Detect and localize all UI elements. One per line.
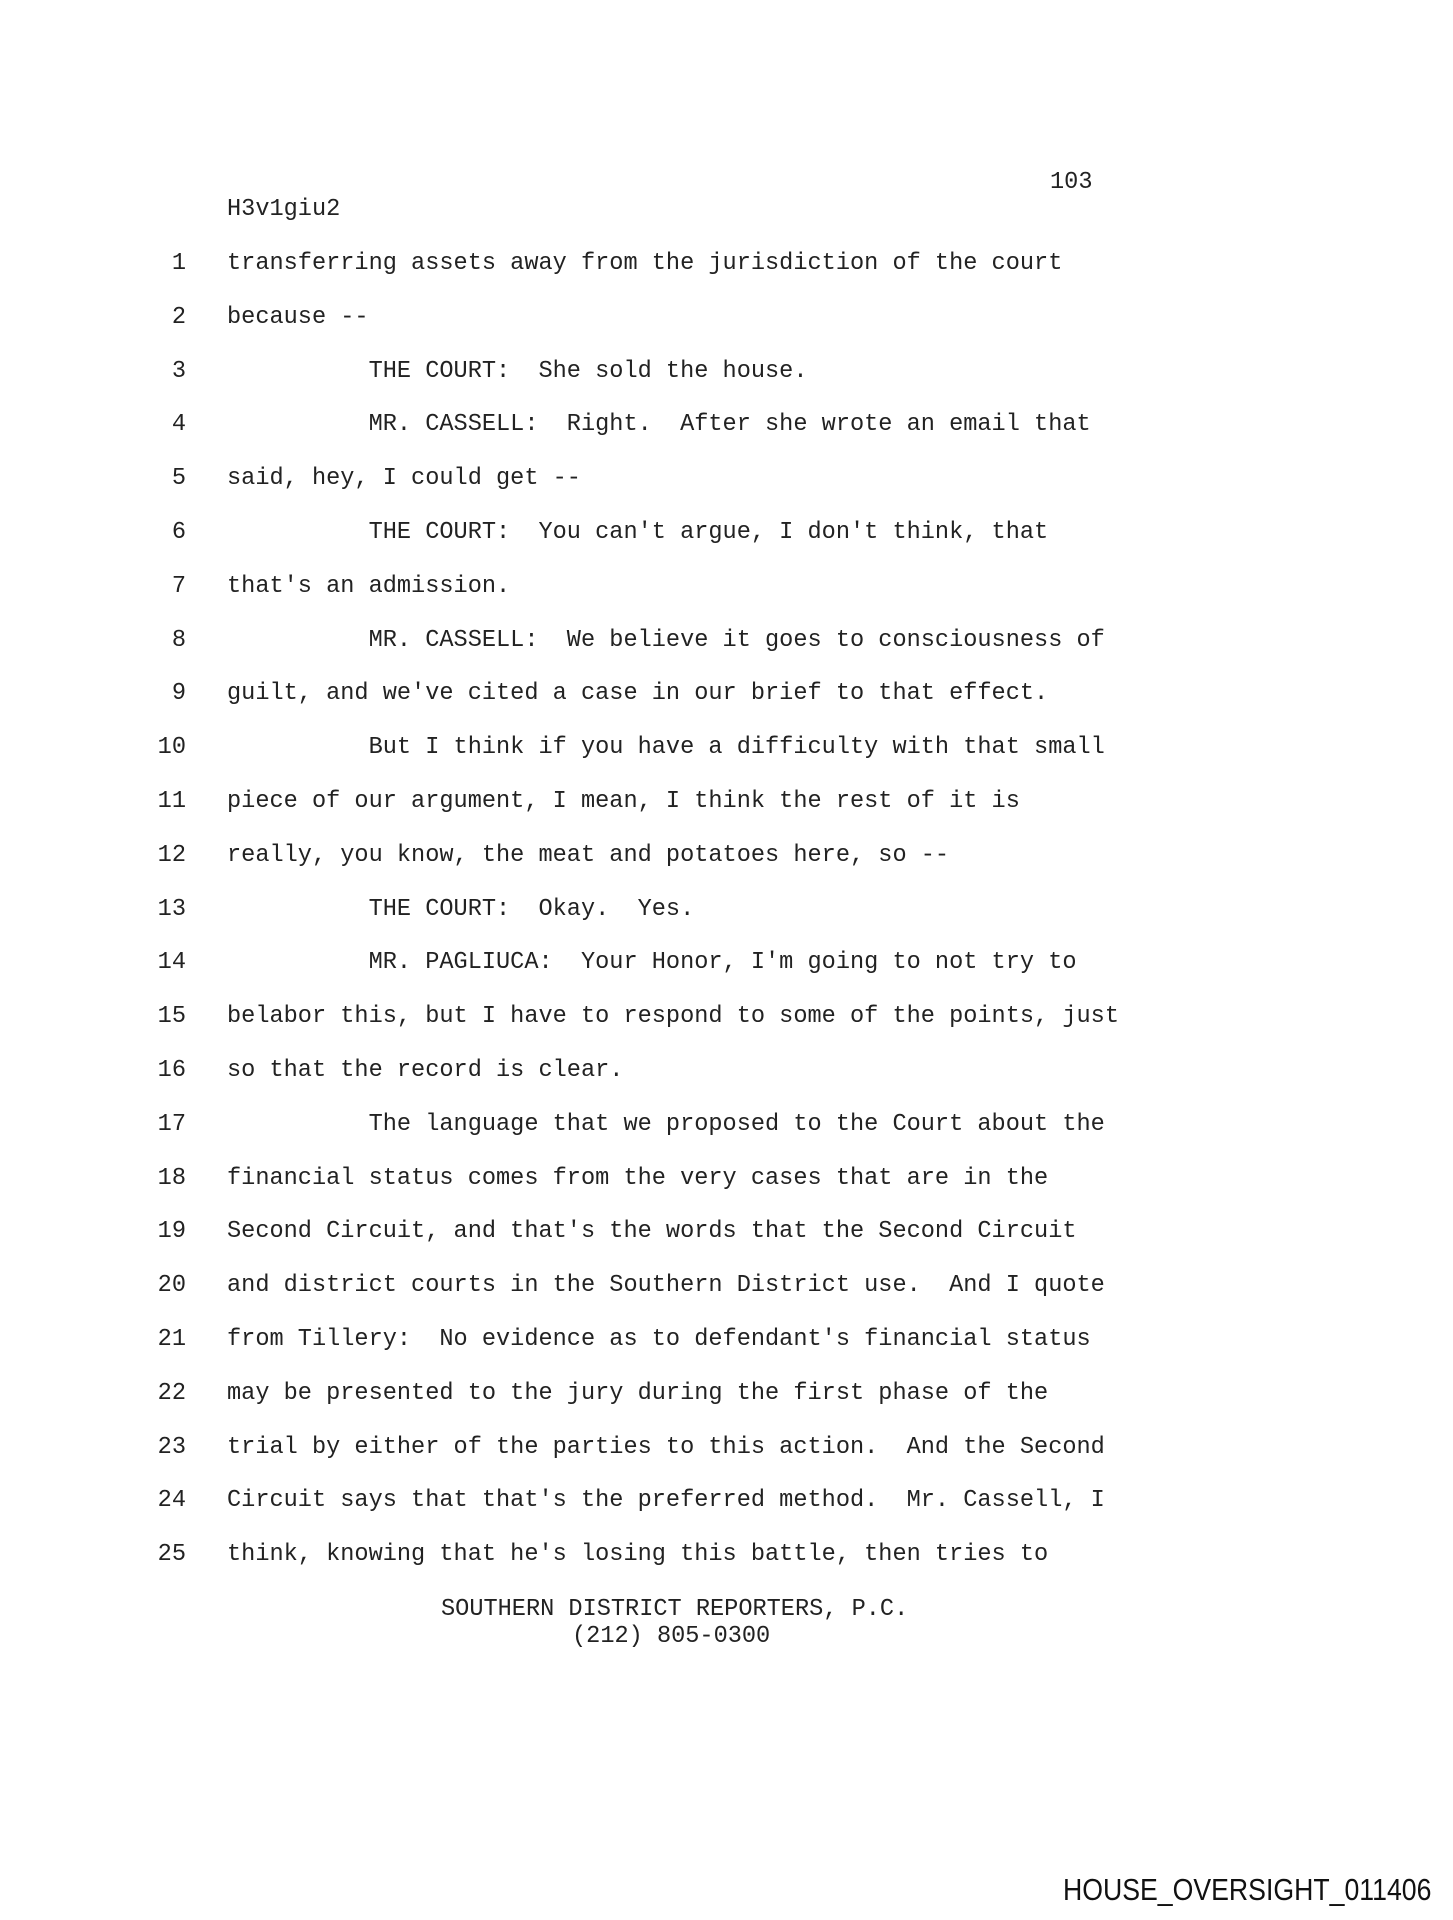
line-number: 9 (171, 680, 186, 708)
transcript-line: Circuit says that that's the preferred method. Mr. Cassell, I (227, 1487, 1105, 1515)
case-id: H3v1giu2 (227, 196, 341, 223)
reporter-name: SOUTHERN DISTRICT REPORTERS, P.C. (441, 1596, 909, 1623)
line-number: 19 (157, 1218, 186, 1246)
reporter-phone: (212) 805-0300 (572, 1623, 771, 1650)
transcript-line: belabor this, but I have to respond to some of the points, just (227, 1003, 1119, 1031)
line-number: 25 (157, 1541, 186, 1569)
transcript-line: really, you know, the meat and potatoes here, so -- (227, 841, 950, 869)
line-number: 4 (171, 411, 186, 439)
line-number: 12 (157, 841, 186, 869)
transcript-line: THE COURT: She sold the house. (227, 357, 808, 385)
line-number: 17 (157, 1110, 186, 1138)
line-number: 5 (171, 465, 186, 493)
line-number: 1 (171, 250, 186, 277)
line-number: 3 (171, 357, 186, 385)
transcript-line: MR. CASSELL: We believe it goes to consciousness of (227, 626, 1105, 654)
transcript-line: The language that we proposed to the Court about the (227, 1110, 1105, 1138)
transcript-line: so that the record is clear. (227, 1057, 624, 1084)
line-number: 11 (157, 788, 186, 815)
transcript-line: said, hey, I could get -- (227, 465, 581, 493)
line-number: 10 (157, 734, 186, 762)
transcript-line: Second Circuit, and that's the words that the Second Circuit (227, 1218, 1077, 1246)
transcript-line: trial by either of the parties to this action. And the Second (227, 1433, 1105, 1461)
line-number: 15 (157, 1003, 186, 1031)
line-number: 20 (157, 1272, 186, 1300)
transcript-line: MR. CASSELL: Right. After she wrote an email that (227, 411, 1091, 439)
transcript-line: transferring assets away from the jurisdiction of the court (227, 250, 1063, 277)
transcript-line: think, knowing that he's losing this battle, then tries to (227, 1541, 1049, 1569)
line-number: 13 (157, 895, 186, 923)
transcript-line: because -- (227, 303, 369, 331)
line-number: 8 (171, 626, 186, 654)
transcript-line: MR. PAGLIUCA: Your Honor, I'm going to not try to (227, 949, 1077, 977)
transcript-line: from Tillery: No evidence as to defendant's financial status (227, 1326, 1091, 1353)
line-number: 22 (157, 1379, 186, 1407)
transcript-line: THE COURT: Okay. Yes. (227, 895, 695, 923)
line-number: 6 (171, 519, 186, 546)
page-number: 103 (1050, 169, 1093, 196)
line-number: 18 (157, 1164, 186, 1192)
bates-number: HOUSE_OVERSIGHT_011406 (1062, 1872, 1431, 1907)
transcript-line: financial status comes from the very cases that are in the (227, 1164, 1049, 1192)
line-number: 2 (171, 303, 186, 331)
transcript-line: may be presented to the jury during the first phase of the (227, 1379, 1049, 1407)
line-number: 24 (157, 1487, 186, 1515)
transcript-line: But I think if you have a difficulty with that small (227, 734, 1105, 762)
line-number: 7 (171, 572, 186, 600)
transcript-line: piece of our argument, I mean, I think the rest of it is (227, 788, 1020, 815)
transcript-line: that's an admission. (227, 572, 511, 600)
line-number: 23 (157, 1433, 186, 1461)
transcript-line: and district courts in the Southern District use. And I quote (227, 1272, 1105, 1300)
line-number: 21 (157, 1326, 186, 1353)
transcript-line: THE COURT: You can't argue, I don't think, that (227, 519, 1049, 546)
line-number: 16 (157, 1057, 186, 1084)
transcript-line: guilt, and we've cited a case in our brief to that effect. (227, 680, 1049, 708)
line-number: 14 (157, 949, 186, 977)
